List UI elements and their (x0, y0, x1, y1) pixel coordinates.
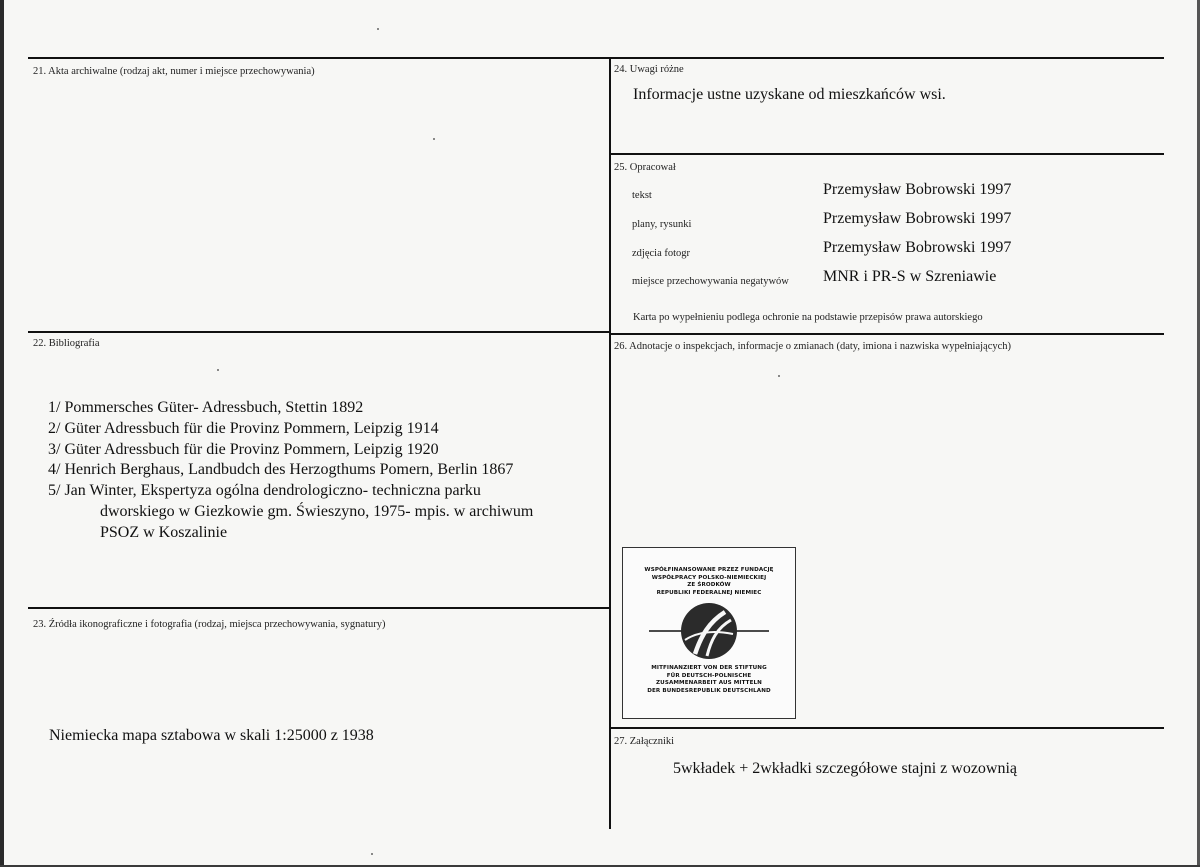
section-27-text: 5wkładek + 2wkładki szczegółowe stajni z wozownią (673, 760, 1018, 777)
logo-line: WSPÓŁPRACY POLSKO-NIEMIECKIEJ (651, 574, 767, 581)
rule-right-26 (609, 333, 1164, 335)
logo-line: REPUBLIKI FEDERALNEJ NIEMIEC (656, 589, 762, 596)
scan-speck (377, 28, 379, 30)
foundation-emblem-icon (647, 600, 771, 660)
section-26-label: 26. Adnotacje o inspekcjach, informacje o zmianach (daty, imiona i nazwiska wypełniających) (614, 341, 1012, 352)
author-field-label: plany, rysunki (632, 219, 692, 230)
bibliography-item: 4/ Henrich Berghaus, Landbudch des Herzogthums Pomern, Berlin 1867 (48, 461, 514, 479)
author-field-value: Przemysław Bobrowski 1997 (823, 239, 1012, 256)
scan-speck (778, 375, 780, 377)
section-23-text: Niemiecka mapa sztabowa w skali 1:25000 z 1938 (49, 727, 374, 744)
author-field-label: tekst (632, 190, 652, 201)
section-21-label: 21. Akta archiwalne (rodzaj akt, numer i miejsce przechowywania) (33, 66, 315, 77)
scan-speck (433, 138, 435, 140)
rule-right-27 (609, 727, 1164, 729)
author-field-label: zdjęcia fotogr (632, 248, 691, 259)
logo-line: ZE ŚRODKÓW (687, 582, 731, 589)
logo-text-german (623, 665, 795, 695)
bibliography-item: 2/ Güter Adressbuch für die Provinz Pommern, Leipzig 1914 (48, 419, 439, 437)
bibliography-item-continuation: dworskiego w Giezkowie gm. Świeszyno, 1975- mpis. w archiwum (100, 502, 534, 520)
author-field-value: MNR i PR-S w Szreniawie (823, 268, 997, 285)
author-field-value: Przemysław Bobrowski 1997 (823, 210, 1012, 227)
rule-top (28, 57, 1164, 59)
logo-line: MITFINANZIERT VON DER STIFTUNG (651, 665, 767, 671)
section-22-label: 22. Bibliografia (33, 338, 100, 349)
section-23-label: 23. Źródła ikonograficzne i fotografia (rodzaj, miejsca przechowywania, sygnatury) (33, 619, 386, 630)
bibliography-list (48, 398, 533, 544)
logo-line: WSPÓŁFINANSOWANE PRZEZ FUNDACJĘ (644, 567, 774, 573)
author-field-label: miejsce przechowywania negatywów (632, 276, 789, 287)
section-27-label: 27. Załączniki (614, 736, 675, 747)
scan-speck (371, 853, 373, 855)
bibliography-item: 1/ Pommersches Güter- Adressbuch, Stettin 1892 (48, 399, 364, 416)
rule-center (609, 57, 611, 829)
rule-left-23 (28, 607, 611, 609)
section-25-label: 25. Opracował (614, 162, 676, 173)
bibliography-item-continuation: PSOZ w Koszalinie (100, 523, 228, 541)
scan-edge-left (0, 0, 4, 867)
bibliography-item: 5/ Jan Winter, Ekspertyza ogólna dendrologiczno- techniczna parku (48, 482, 481, 500)
logo-line: DER BUNDESREPUBLIK DEUTSCHLAND (647, 687, 771, 694)
section-24-text: Informacje ustne uzyskane od mieszkańców wsi. (633, 86, 946, 103)
scan-speck (217, 369, 219, 371)
logo-line: FÜR DEUTSCH-POLNISCHE (666, 672, 752, 679)
logo-text-polish (623, 567, 795, 597)
foundation-logo-stamp (622, 547, 796, 719)
author-field-value: Przemysław Bobrowski 1997 (823, 181, 1012, 198)
section-24-label: 24. Uwagi różne (614, 64, 684, 75)
copyright-note: Karta po wypełnieniu podlega ochronie na podstawie przepisów prawa autorskiego (633, 312, 983, 323)
logo-line: ZUSAMMENARBEIT AUS MITTELN (656, 680, 762, 687)
rule-left-22 (28, 331, 611, 333)
bibliography-item: 3/ Güter Adressbuch für die Provinz Pommern, Leipzig 1920 (48, 440, 439, 458)
rule-right-25 (609, 153, 1164, 155)
